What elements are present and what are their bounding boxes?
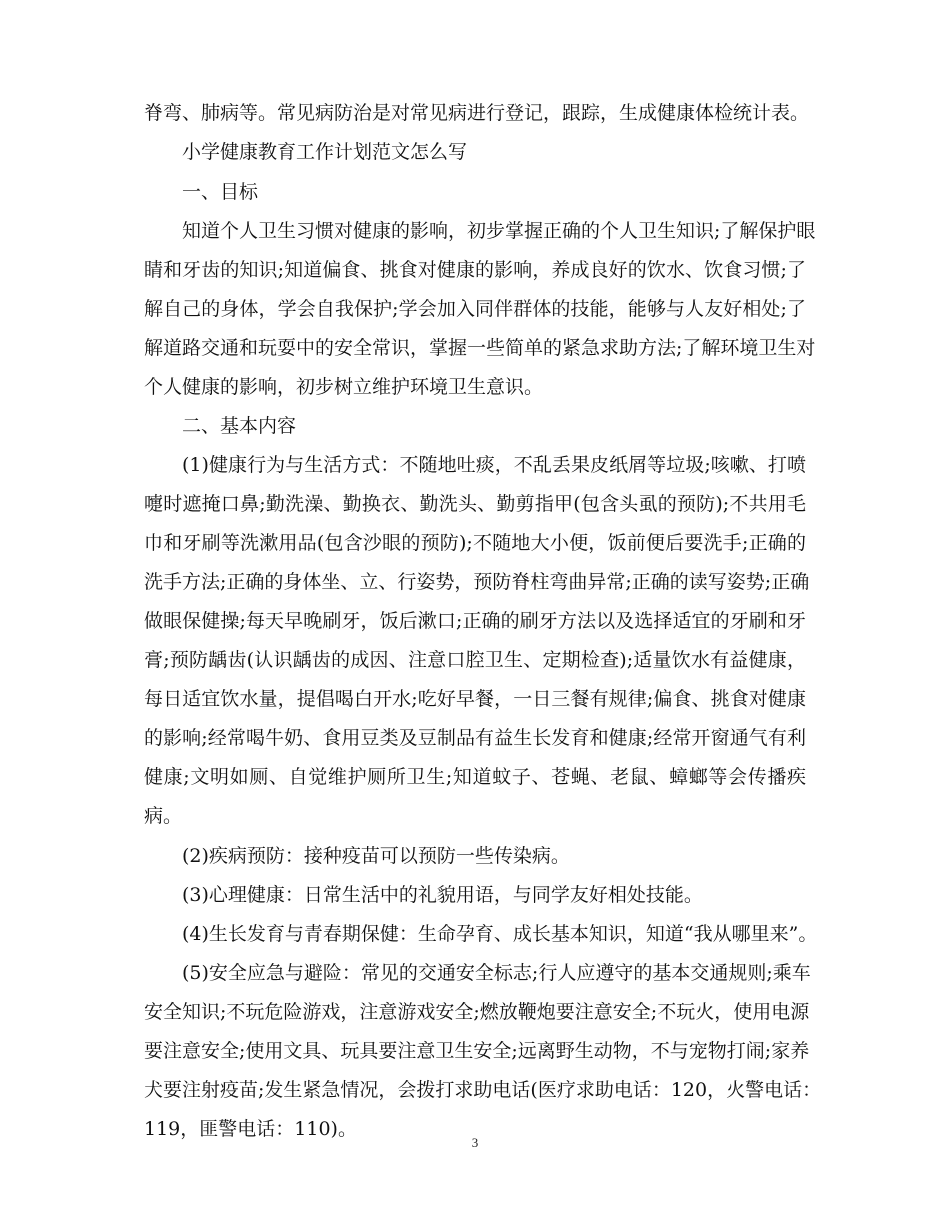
text-line: 嚏时遮掩口鼻;勤洗澡、勤换衣、勤洗头、勤剪指甲(包含头虱的预防);不共用毛 [144,493,806,515]
text-line: 巾和牙刷等洗漱用品(包含沙眼的预防);不随地大小便，饭前便后要洗手;正确的 [144,532,806,554]
text-line: 犬要注射疫苗;发生紧急情况，会拨打求助电话(医疗求助电话：120，火警电话： [144,1079,822,1101]
page-number: 3 [471,1135,479,1150]
text-line: 睛和牙齿的知识;知道偏食、挑食对健康的影响，养成良好的饮水、饮食习惯;了 [144,259,806,281]
text-line: (4)生长发育与青春期保健：生命孕育、成长基本知识，知道“我从哪里来”。 [182,923,818,945]
text-line: 知道个人卫生习惯对健康的影响，初步掌握正确的个人卫生知识;了解保护眼 [182,220,816,242]
text-line: 安全知识;不玩危险游戏，注意游戏安全;燃放鞭炮要注意安全;不玩火，使用电源 [144,1001,810,1023]
text-line: (2)疾病预防：接种疫苗可以预防一些传染病。 [182,845,570,867]
text-line: 一、目标 [182,181,259,203]
text-line: 做眼保健操;每天早晚刷牙，饭后漱口;正确的刷牙方法以及选择适宜的牙刷和牙 [144,610,806,632]
text-line: 脊弯、肺病等。常见病防治是对常见病进行登记，跟踪，生成健康体检统计表。 [144,102,810,124]
text-line: 病。 [144,805,183,827]
text-line: 小学健康教育工作计划范文怎么写 [182,141,468,163]
text-line: 的影响;经常喝牛奶、食用豆类及豆制品有益生长发育和健康;经常开窗通气有利 [144,727,806,749]
text-line: 膏;预防龋齿(认识龋齿的成因、注意口腔卫生、定期检查);适量饮水有益健康， [144,649,806,671]
text-line: 要注意安全;使用文具、玩具要注意卫生安全;远离野生动物，不与宠物打闹;家养 [144,1040,810,1062]
text-line: 119，匪警电话：110)。 [144,1118,357,1140]
text-line: 解自己的身体，学会自我保护;学会加入同伴群体的技能，能够与人友好相处;了 [144,298,806,320]
text-line: 二、基本内容 [182,415,297,437]
text-line: 洗手方法;正确的身体坐、立、行姿势，预防脊柱弯曲异常;正确的读写姿势;正确 [144,571,810,593]
text-line: 健康;文明如厕、自觉维护厕所卫生;知道蚊子、苍蝇、老鼠、蟑螂等会传播疾 [144,766,806,788]
text-line: 个人健康的影响，初步树立维护环境卫生意识。 [144,376,544,398]
text-line: (1)健康行为与生活方式：不随地吐痰，不乱丢果皮纸屑等垃圾;咳嗽、打喷 [182,454,806,476]
text-line: (5)安全应急与避险：常见的交通安全标志;行人应遵守的基本交通规则;乘车 [182,962,811,984]
text-line: 解道路交通和玩耍中的安全常识，掌握一些简单的紧急求助方法;了解环境卫生对 [144,337,816,359]
text-line: (3)心理健康：日常生活中的礼貌用语，与同学友好相处技能。 [182,884,703,906]
text-line: 每日适宜饮水量，提倡喝白开水;吃好早餐，一日三餐有规律;偏食、挑食对健康 [144,688,806,710]
